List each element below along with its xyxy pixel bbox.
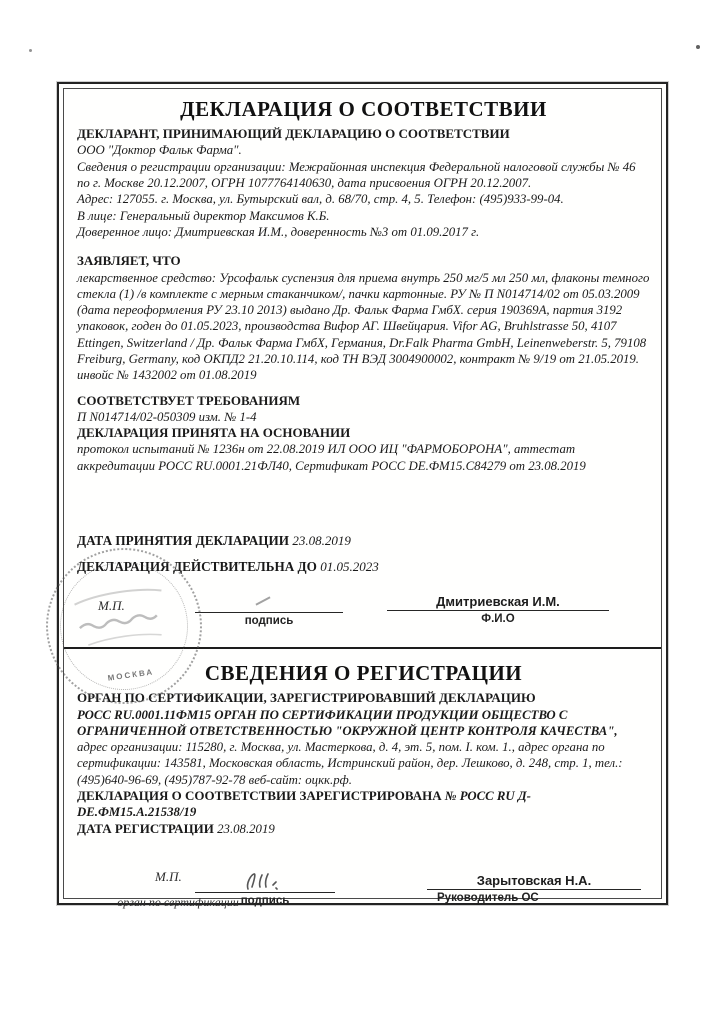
registration-date-line xyxy=(77,821,650,837)
signature-column xyxy=(195,612,343,627)
scan-speck xyxy=(696,45,700,49)
fio-column xyxy=(387,594,609,625)
valid-until-value: 01.05.2023 xyxy=(320,559,379,575)
fio-line xyxy=(387,610,609,611)
declarant-heading: ДЕКЛАРАНТ, ПРИНИМАЮЩИЙ ДЕКЛАРАЦИЮ О СООТВЕТСТВИИ xyxy=(77,126,510,142)
declarant-representative: В лице: Генеральный директор Максимов К.Б. xyxy=(77,208,330,223)
handwritten-signature xyxy=(242,869,288,893)
head-column xyxy=(427,873,641,904)
signature-block-declarant xyxy=(77,588,650,640)
document-inner-frame xyxy=(63,88,662,909)
registration-date-label: ДАТА РЕГИСТРАЦИИ xyxy=(77,820,218,836)
signature-line xyxy=(195,612,343,613)
registered-number: № РОСС RU Д-DE.ФМ15.А.21538/19 xyxy=(77,789,531,820)
cert-body-name: РОСС RU.0001.11ФМ15 ОРГАН ПО СЕРТИФИКАЦИИ ПРОДУКЦИИ ОБЩЕСТВО С ОГРАНИЧЕННОЙ ОТВЕТСТВЕННОСТЬЮ "ОКРУЖНОЙ ЦЕНТР КОНТРОЛЯ КАЧЕСТВА", xyxy=(77,707,618,738)
section-divider xyxy=(64,647,661,649)
fio-caption: Ф.И.О xyxy=(481,613,515,626)
signature-line xyxy=(195,892,335,893)
declarant-trustee: Доверенное лицо: Дмитриевская И.М., доверенность №3 от 01.09.2017 г. xyxy=(77,224,480,239)
scan-speck xyxy=(29,49,32,52)
registration-date-value: 23.08.2019 xyxy=(217,821,275,836)
head-line xyxy=(427,889,641,890)
declaration-title: ДЕКЛАРАЦИЯ О СООТВЕТСТВИИ xyxy=(180,97,547,121)
signature-block-cert-body xyxy=(77,863,650,935)
signature-caption: подпись xyxy=(244,615,294,628)
registered-line xyxy=(77,788,650,821)
cert-body-role-label: орган по сертификации xyxy=(117,894,239,909)
fio-name: Дмитриевская И.М. xyxy=(436,594,560,610)
declarant-registration-info: Сведения о регистрации организации: Межрайонная инспекция Федеральной налоговой службы № 46 по г. Москве 20.12.2007, ОГРН 1077764140630, дата присвоения ОГРН 20.12.2007. xyxy=(77,159,636,191)
product-description: лекарственное средство: Урсофальк суспензия для приема внутрь 250 мг/5 мл 250 мл, флаконы темного стекла (1) /в комплекте с мерным стаканчиком/, пачки картонные. РУ № П N014714/02 от 05.03.2009 (дата переоформления РУ 23.10 2013) выдано Др. Фальк Фарма ГмбХ. серия 190369А, партия 3192 упаковок, годен до 01.05.2023, производства Вифор АГ. Швейцария. Vifor AG, Bruhlstrasse 50, 4107 Ettingen, Switzerland / Др. Фальк Фарма ГмбХ, Германия, Dr.Falk Pharma GmbH, Leinenweberstr. 5, 79108 Freiburg, Germany, код ОКПД2 21.20.10.114, код ТН ВЭД 3004900002, контракт № 9/19 от 21.05.2019. инвойс № 1432002 от 01.08.2019 xyxy=(77,270,650,383)
adoption-date-label: ДАТА ПРИНЯТИЯ ДЕКЛАРАЦИИ xyxy=(77,533,293,549)
stamp-city-text: МОСКВА xyxy=(107,667,155,683)
stamp-place-label: М.П. xyxy=(98,598,125,614)
cert-body-address: адрес организации: 115280, г. Москва, ул. Мастеркова, д. 4, эт. 5, пом. I. ком. 1., адрес органа по сертификации: 143581, Московская область, Истринский район, дер. Лешково, д. 248, стр. 1, тел.: (495)640-96-69, (495)787-92-78 веб-сайт: оцкк.рф. xyxy=(77,740,623,787)
signature-caption: подпись xyxy=(240,894,290,907)
cert-body-heading: ОРГАН ПО СЕРТИФИКАЦИИ, ЗАРЕГИСТРИРОВАВШИЙ ДЕКЛАРАЦИЮ xyxy=(77,690,536,706)
valid-until-label: ДЕКЛАРАЦИЯ ДЕЙСТВИТЕЛЬНА ДО xyxy=(77,559,321,575)
signature-column xyxy=(195,869,335,907)
declares-heading: ЗАЯВЛЯЕТ, ЧТО xyxy=(77,253,181,269)
complies-heading: СООТВЕТСТВУЕТ ТРЕБОВАНИЯМ xyxy=(77,392,301,408)
head-caption: Руководитель ОС xyxy=(437,891,539,904)
adoption-date-line xyxy=(77,528,650,554)
head-name: Зарытовская Н.А. xyxy=(476,872,592,888)
registered-label: ДЕКЛАРАЦИЯ О СООТВЕТСТВИИ ЗАРЕГИСТРИРОВАНА xyxy=(77,788,445,803)
pen-mark xyxy=(255,596,270,605)
registration-title: СВЕДЕНИЯ О РЕГИСТРАЦИИ xyxy=(204,661,523,686)
stamp-place-label: М.П. xyxy=(155,868,182,884)
declaration-document xyxy=(57,82,668,909)
valid-until-line xyxy=(77,554,650,580)
basis-value: протокол испытаний № 1236н от 22.08.2019 ИЛ ООО ИЦ "ФАРМОБОРОНА", аттестат аккредитации РОСС RU.0001.21ФЛ40, Сертификат РОСС DE.ФМ15.С84279 от 23.08.2019 xyxy=(77,442,586,473)
adoption-date-value: 23.08.2019 xyxy=(292,533,351,549)
declarant-address: Адрес: 127055. г. Москва, ул. Бутырский вал, д. 68/70, стр. 4, 5. Телефон: (495)933-99-04. xyxy=(77,192,564,207)
complies-value: П N014714/02-050309 изм. № 1-4 xyxy=(77,409,257,424)
basis-heading: ДЕКЛАРАЦИЯ ПРИНЯТА НА ОСНОВАНИИ xyxy=(77,425,351,441)
declarant-name: ООО "Доктор Фальк Фарма". xyxy=(77,143,242,158)
